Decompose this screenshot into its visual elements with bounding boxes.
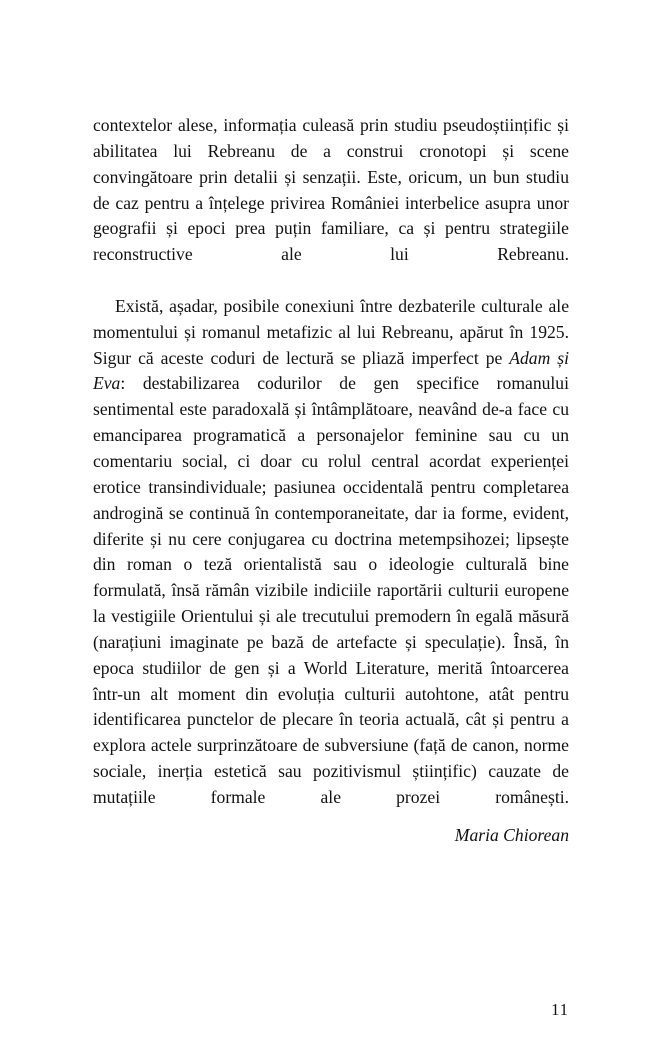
book-title-adam-si-eva: Adam și Eva (93, 347, 569, 394)
page-number-value: 11 (551, 1000, 569, 1019)
paragraph-continued (93, 113, 569, 294)
paragraph-continued-run-1: contextelor alese, informația culeasă prin studiu pseudoștiințific și abilitatea lui Rebreanu de a construi cronotopi și scene convingătoare prin detalii și senzații. Este, oricum, un bun studiu de caz pentru a înțelege privirea României interbelice asupra unor geografii și epoci prea puțin familiare, ca și pentru strategiile reconstructive ale lui Rebreanu. (93, 115, 569, 265)
body-text-column (93, 113, 569, 837)
paragraph-exista-run-1: Există, așadar, posibile conexiuni între dezbaterile culturale ale momentului și romanul metafizic al lui Rebreanu, apărut în 1925. Sigur că aceste coduri de lectură se pliază imperfect pe (93, 295, 569, 368)
author-signature (93, 823, 569, 849)
author-signature-name: Maria Chiorean (454, 825, 569, 845)
page-number (93, 1000, 569, 1020)
paragraph-exista (93, 294, 569, 837)
paragraph-exista-run-3: : destabilizarea codurilor de gen specifice romanului sentimental este paradoxală și întâmplătoare, neavând de-a face cu emanciparea programatică a personajelor feminine sau cu un comentariu social, ci doar cu rolul central acordat experienței erotice transindividuale; pasiunea occidentală pentru completarea androgină se continuă în contemporaneitate, dar ia forme, evident, diferite și nu cere conjugarea cu doctrina metempsihozei; lipsește din roman o teză orientalistă sau o ideologie culturală bine formulată, însă rămân vizibile indiciile raportării culturii europene la vestigiile Orientului și ale trecutului premodern în egală măsură (narațiuni imaginate pe bază de artefacte și speculație). Însă, în epoca studiilor de gen și a World Literature, merită întoarcerea într-un alt moment din evoluția culturii autohtone, atât pentru identificarea punctelor de plecare în teoria actuală, cât și pentru a explora actele surprinzătoare de subversiune (față de canon, norme sociale, inerția estetică sau pozitivismul științific) cauzate de mutațiile formale ale prozei românești. (93, 373, 569, 807)
